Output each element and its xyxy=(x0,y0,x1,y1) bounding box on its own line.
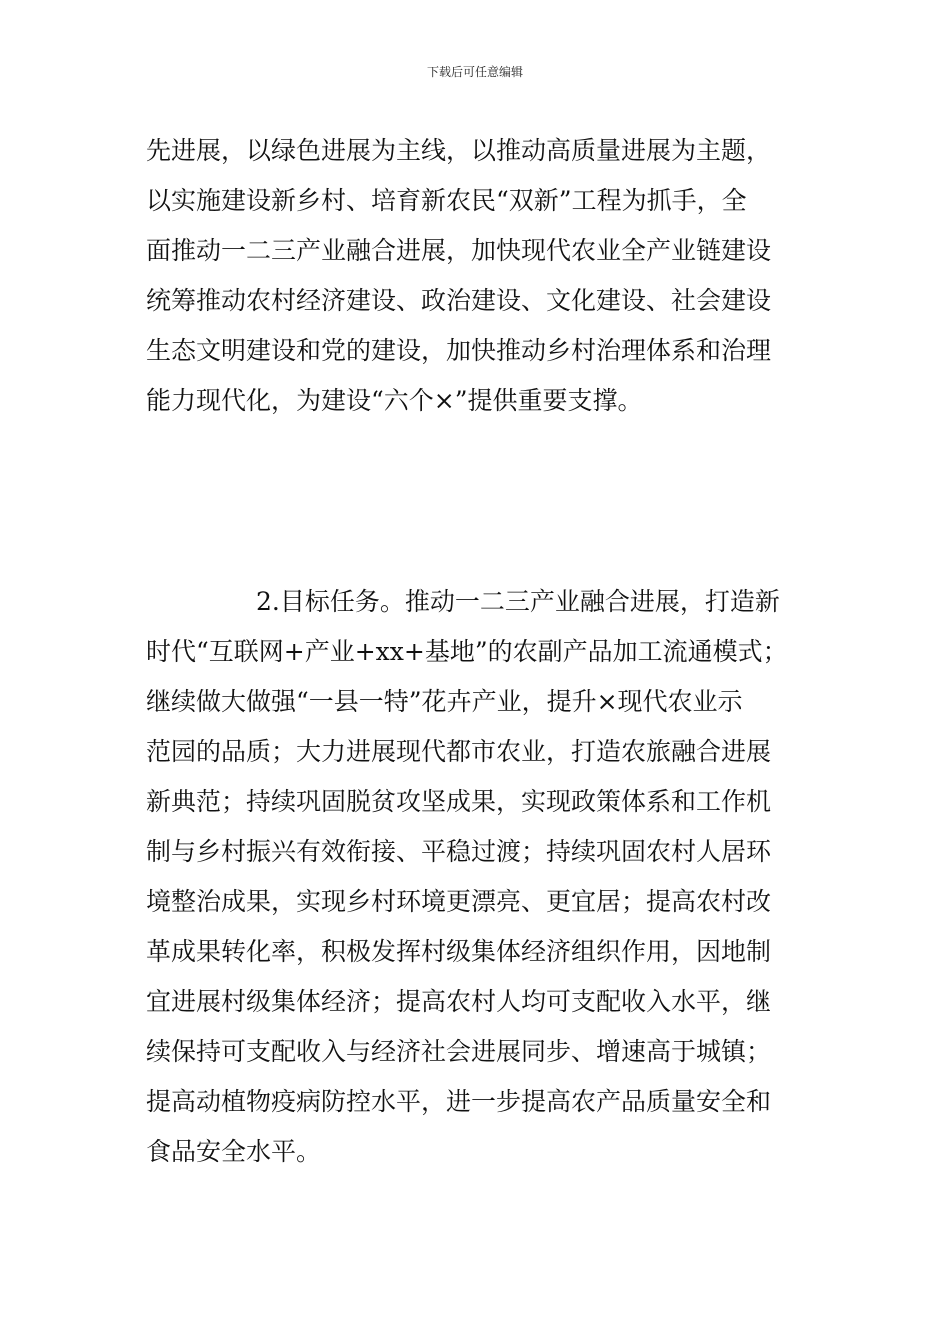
text-line: 新典范；持续巩固脱贫攻坚成果，实现政策体系和工作机 xyxy=(146,787,772,816)
text-line: 统筹推动农村经济建设、政治建设、文化建设、社会建设 xyxy=(146,286,772,315)
text-line: 宜进展村级集体经济；提高农村人均可支配收入水平，继 xyxy=(146,987,772,1016)
text-line: 食品安全水平。 xyxy=(146,1137,322,1166)
text-line-section-heading: 2.目标任务。推动一二三产业融合进展，打造新 xyxy=(256,587,780,616)
paragraph-target-tasks xyxy=(146,577,788,1177)
text-line: 继续做大做强“一县一特”花卉产业，提升×现代农业示 xyxy=(146,687,743,716)
text-line: 制与乡村振兴有效衔接、平稳过渡；持续巩固农村人居环 xyxy=(146,837,772,866)
text-line: 境整治成果，实现乡村环境更漂亮、更宜居；提高农村改 xyxy=(146,887,772,916)
text-line: 续保持可支配收入与经济社会进展同步、增速高于城镇； xyxy=(146,1037,772,1066)
text-line: 先进展，以绿色进展为主线，以推动高质量进展为主题， xyxy=(146,136,772,165)
text-line: 时代“互联网+产业+xx+基地”的农副产品加工流通模式； xyxy=(146,637,788,666)
text-line: 范园的品质；大力进展现代都市农业，打造农旅融合进展 xyxy=(146,737,772,766)
text-line: 以实施建设新乡村、培育新农民“双新”工程为抓手，全 xyxy=(146,186,747,215)
text-line: 革成果转化率，积极发挥村级集体经济组织作用，因地制 xyxy=(146,937,772,966)
text-line: 提高动植物疫病防控水平，进一步提高农产品质量安全和 xyxy=(146,1087,772,1116)
text-line: 能力现代化，为建设“六个×”提供重要支撑。 xyxy=(146,386,643,415)
page-header-note: 下载后可任意编辑 xyxy=(426,65,523,79)
text-line: 生态文明建设和党的建设，加快推动乡村治理体系和治理 xyxy=(146,336,772,365)
text-line: 面推动一二三产业融合进展，加快现代农业全产业链建设 xyxy=(146,236,772,265)
paragraph-development-approach xyxy=(146,126,771,426)
